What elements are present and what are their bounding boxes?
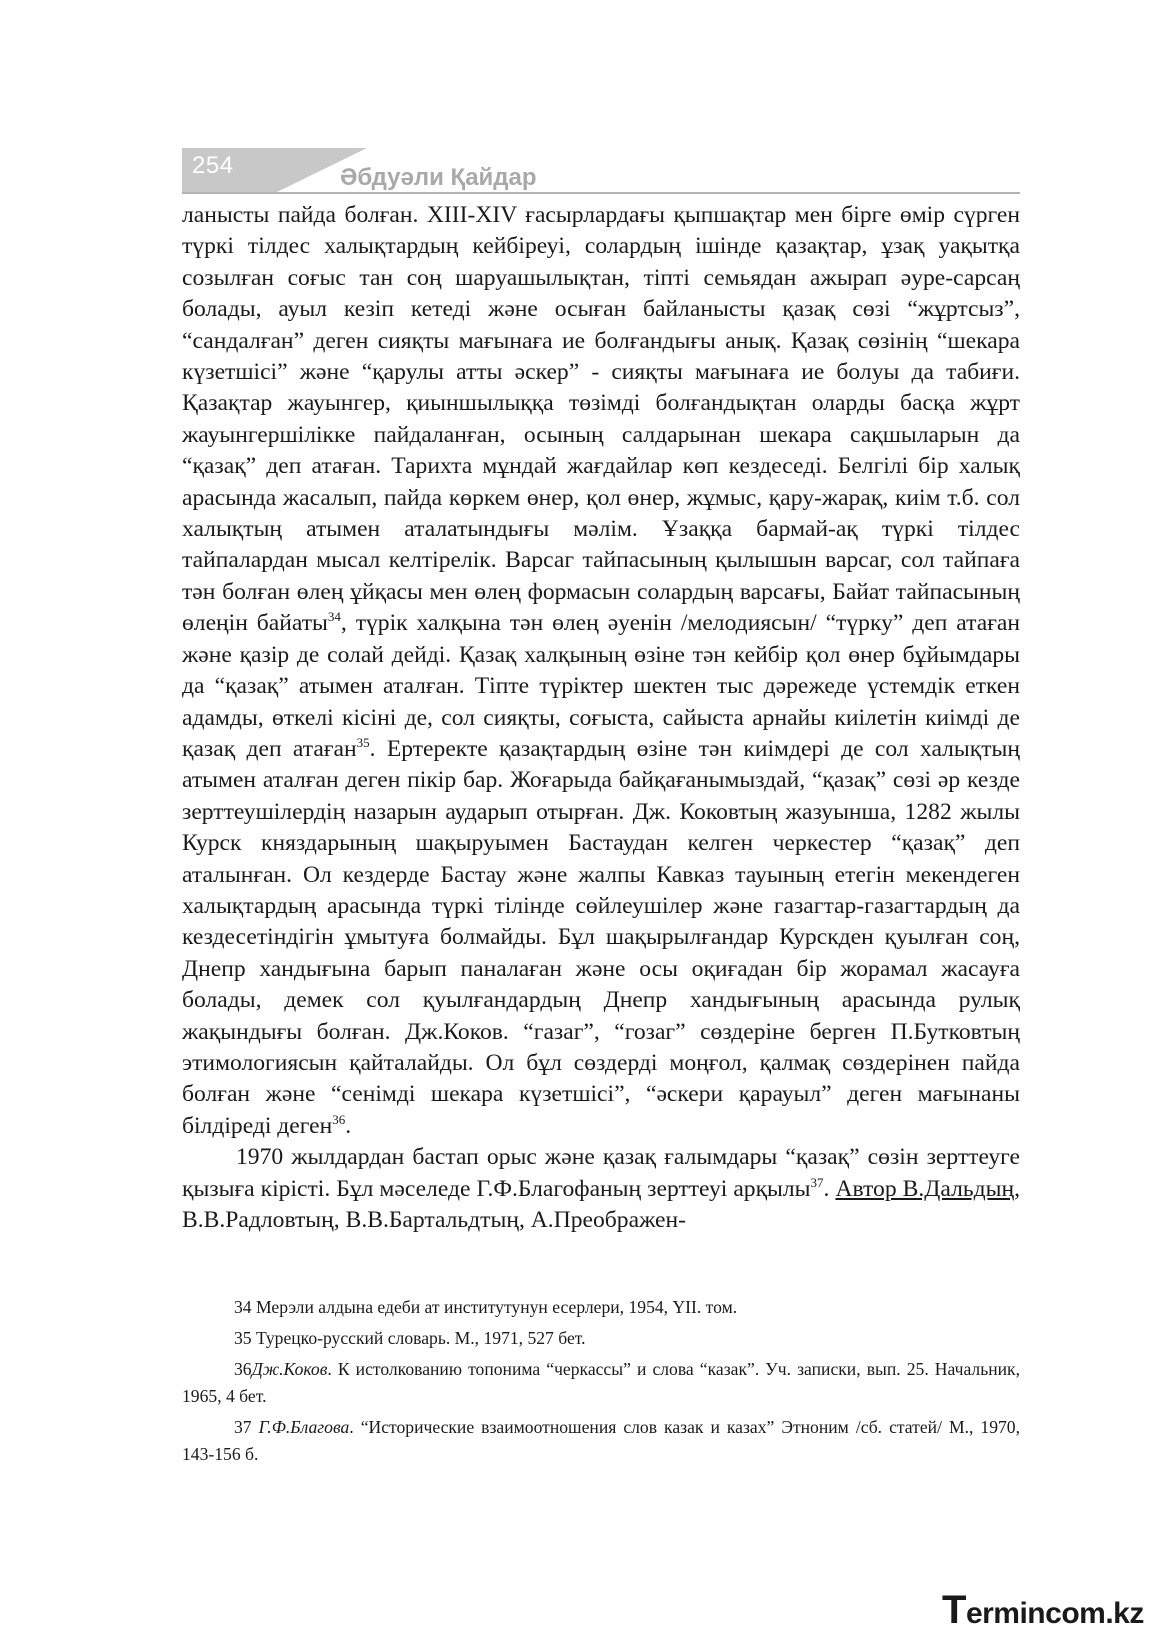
footnote-35: 35 Турецко-русский словарь. М., 1971, 527 бет. [234,1328,586,1348]
paragraph-1-text-c: . Ертеректе қазақтардың өзіне тән киімдері де сол халықтың атымен аталған деген пікір бар. Жоғарыда байқағанымыздай, “қазақ” сөзі әр кезде зерттеушілердің назарын аударып отырған. Дж. Коковтың жазуынша, 1282 жылы Курск княздарының шақыруымен Бастаудан келген черкестер “қазақ” деп аталынған. Ол кездерде Бастау және жалпы Кавказ тауының етегін мекендеген халықтардың арасында түркі тілінде сөйлеушілер және газагтар-газагтардың да кездесетіндігін ұмытуға болмайды. Бұл шақырылғандар Курскден қуылған соң, Днепр хандығына барып паналаған және осы оқиғадан бір жорамал жасауға болады, демек сол қуылғандардың Днепр хандығының арасында рулық жақындығы болған. Дж.Коков. “газаг”, “гозаг” сөздеріне берген П.Бутковтың этимологиясын қайталайды. Ол бұл сөздерді моңғол, қалмақ сөздерінен пайда болған және “сенімді шекара күзетшісі”, “әскери қарауыл” деген мағынаны білдіреді деген [182,735,1020,1139]
body-text [182,200,1020,1236]
paragraph-1-end: . [345,1112,352,1139]
header-rule [182,192,1020,194]
footnote-ref-35[interactable]: 35 [356,734,370,750]
footnote-36-text: . К истолкованию топонима “черкассы” и слова “казак”. Уч. записки, вып. 25. Начальник, 1965, 4 бет. [182,1359,1020,1406]
watermark-text: ermincom.kz [965,1597,1144,1630]
footnote-34: 34 Мерэли алдына едеби ат институтунун есерлери, 1954, ҮІІ. том. [234,1297,738,1317]
footnote-37-text: . “Исторические взаимоотношения слов казак и казах” Этноним /сб. статей/ М., 1970, 143-156 б. [182,1417,1020,1464]
paragraph-1-text-a: ланысты пайда болған. XIII-XIV ғасырлардағы қыпшақтар мен бірге өмір сүрген түркі тілдес халықтардың кейбіреуі, солардың ішінде қазақтар, ұзақ уақытқа созылған соғыс тан соң шаруашылықтан, тіпті семьядан ажырап әуре-сарсаң болады, ауыл кезіп кетеді және осыған байланысты қазақ сөзі “жұртсыз”, “сандалған” деген сияқты мағынаға ие болғандығы анық. Қазақ сөзінің “шекара күзетшісі” және “қарулы атты әскер” - сияқты мағынаға ие болуы да табиғи. Қазақтар жауынгер, қиыншылыққа төзімді болғандықтан оларды басқа жұрт жауынгершілікке пайдаланған, осының салдарынан шекара сақшыларын да “қазақ” деп атаған. Тарихта мұндай жағдайлар көп кездеседі. Белгілі бір халық арасында жасалып, пайда көркем өнер, қол өнер, жұмыс, қару-жарақ, киім т.б. сол халықтың атымен аталатындығы мәлім. Ұзаққа бармай-ақ түркі тілдес тайпалардан мысал келтірелік. Варсаг тайпасының қылышын варсаг, сол тайпаға тән болған өлең ұйқасы мен өлең формасын солардың варсағы, Байат тайпасының өлеңін байаты [182,202,1020,637]
underlined-author-phrase: Автор В.Дальдың [835,1175,1015,1202]
footnote-37 [182,1414,1020,1468]
site-watermark [942,1588,1144,1633]
footnote-37-number: 37 [234,1417,252,1437]
paragraph-2-text-c: , В.В.Радловтың, В.В.Бартальдтың, А.Преображен- [182,1175,1020,1233]
footnote-ref-36[interactable]: 36 [332,1111,346,1127]
watermark-initial: T [942,1588,966,1632]
paragraph-1-text-b: , түрік халқына тән өлең әуенін /мелодиясын/ “түрку” деп атаған және қазір де солай дейді. Қазақ халқының өзіне тән кейбір қол өнер бұйымдары да “қазақ” атымен аталған. Тіпте түріктер шектен тыс дәрежеде үстемдік еткен адамды, өткелі кісіні де, сол сияқты, соғыста, сайыста арнайы киілетін киімді де қазақ деп атаған [182,610,1020,762]
paragraph-1 [182,200,1020,1142]
paragraph-2-text-b: . [823,1175,836,1202]
paragraph-2 [182,1142,1020,1236]
footnote-ref-34[interactable]: 34 [327,609,341,625]
page-number: 254 [192,152,234,179]
footnotes [182,1294,1020,1472]
footnote-36-number: 36 [234,1359,252,1379]
footnote-37-author: Г.Ф.Благова [258,1417,350,1437]
footnote-36 [182,1356,1020,1410]
running-head-author: Әбдуәли Қайдар [340,164,537,191]
footnote-ref-37[interactable]: 37 [810,1174,824,1190]
footnote-36-author: Дж.Коков [251,1359,328,1379]
paragraph-2-text-a: 1970 жылдардан бастап орыс және қазақ ғалымдары “қазақ” сөзін зерттеуге қызыға кірісті. Бұл мәселеде Г.Ф.Благофаның зерттеуі арқылы [182,1144,1020,1202]
page-header [182,148,1020,194]
